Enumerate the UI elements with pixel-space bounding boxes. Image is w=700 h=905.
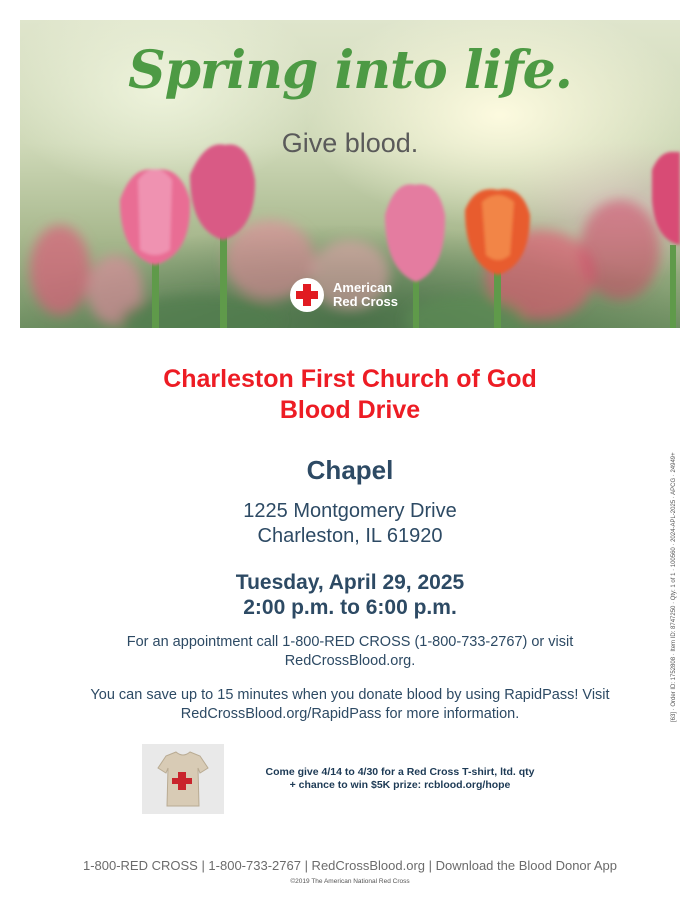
event-title-line-1: Charleston First Church of God — [163, 365, 537, 393]
hero-image — [20, 20, 680, 328]
promo-line-1: Come give 4/14 to 4/30 for a Red Cross T-shirt, ltd. qty — [265, 766, 535, 778]
promo-text — [224, 766, 576, 792]
hero-subheadline: Give blood. — [281, 128, 419, 158]
event-date: Tuesday, April 29, 2025 — [235, 571, 465, 594]
tshirt-icon — [142, 744, 224, 814]
event-title — [0, 364, 700, 426]
order-code-text: [63] · Order ID: 1752808 · Item ID: 8747250 · Qty: 1 of 1 · 100560 · 2024-APL-2025 · APCG · 24949+ — [671, 452, 677, 722]
venue-name: Chapel — [306, 455, 394, 485]
logo-wordmark — [333, 281, 398, 309]
tshirt-image — [142, 744, 224, 814]
logo-line-1: American — [333, 280, 393, 295]
american-red-cross-logo — [290, 278, 398, 312]
address-line-2: Charleston, IL 61920 — [257, 525, 443, 547]
order-code — [671, 452, 681, 732]
address — [0, 499, 700, 549]
red-cross-icon — [290, 278, 324, 312]
rapidpass-info — [50, 686, 650, 724]
logo-line-2: Red Cross — [333, 294, 399, 309]
appointment-line-1: For an appointment call 1-800-RED CROSS (1-800-733-2767) or visit — [126, 634, 574, 650]
hero-headline: Spring into life. — [128, 40, 572, 101]
rapidpass-line-1: You can save up to 15 minutes when you donate blood by using RapidPass! Visit — [90, 687, 610, 703]
rapidpass-line-2: RedCrossBlood.org/RapidPass for more information. — [180, 706, 520, 722]
event-time: 2:00 p.m. to 6:00 p.m. — [243, 596, 457, 619]
event-datetime — [0, 570, 700, 620]
address-line-1: 1225 Montgomery Drive — [243, 500, 457, 522]
appointment-info — [50, 633, 650, 671]
event-title-line-2: Blood Drive — [279, 396, 421, 424]
footer-contact: 1-800-RED CROSS | 1-800-733-2767 | RedCrossBlood.org | Download the Blood Donor App — [82, 858, 618, 873]
appointment-line-2: RedCrossBlood.org. — [284, 653, 416, 669]
promo-line-2: + chance to win $5K prize: rcblood.org/hope — [289, 779, 511, 791]
copyright: ©2019 The American National Red Cross — [290, 878, 410, 885]
